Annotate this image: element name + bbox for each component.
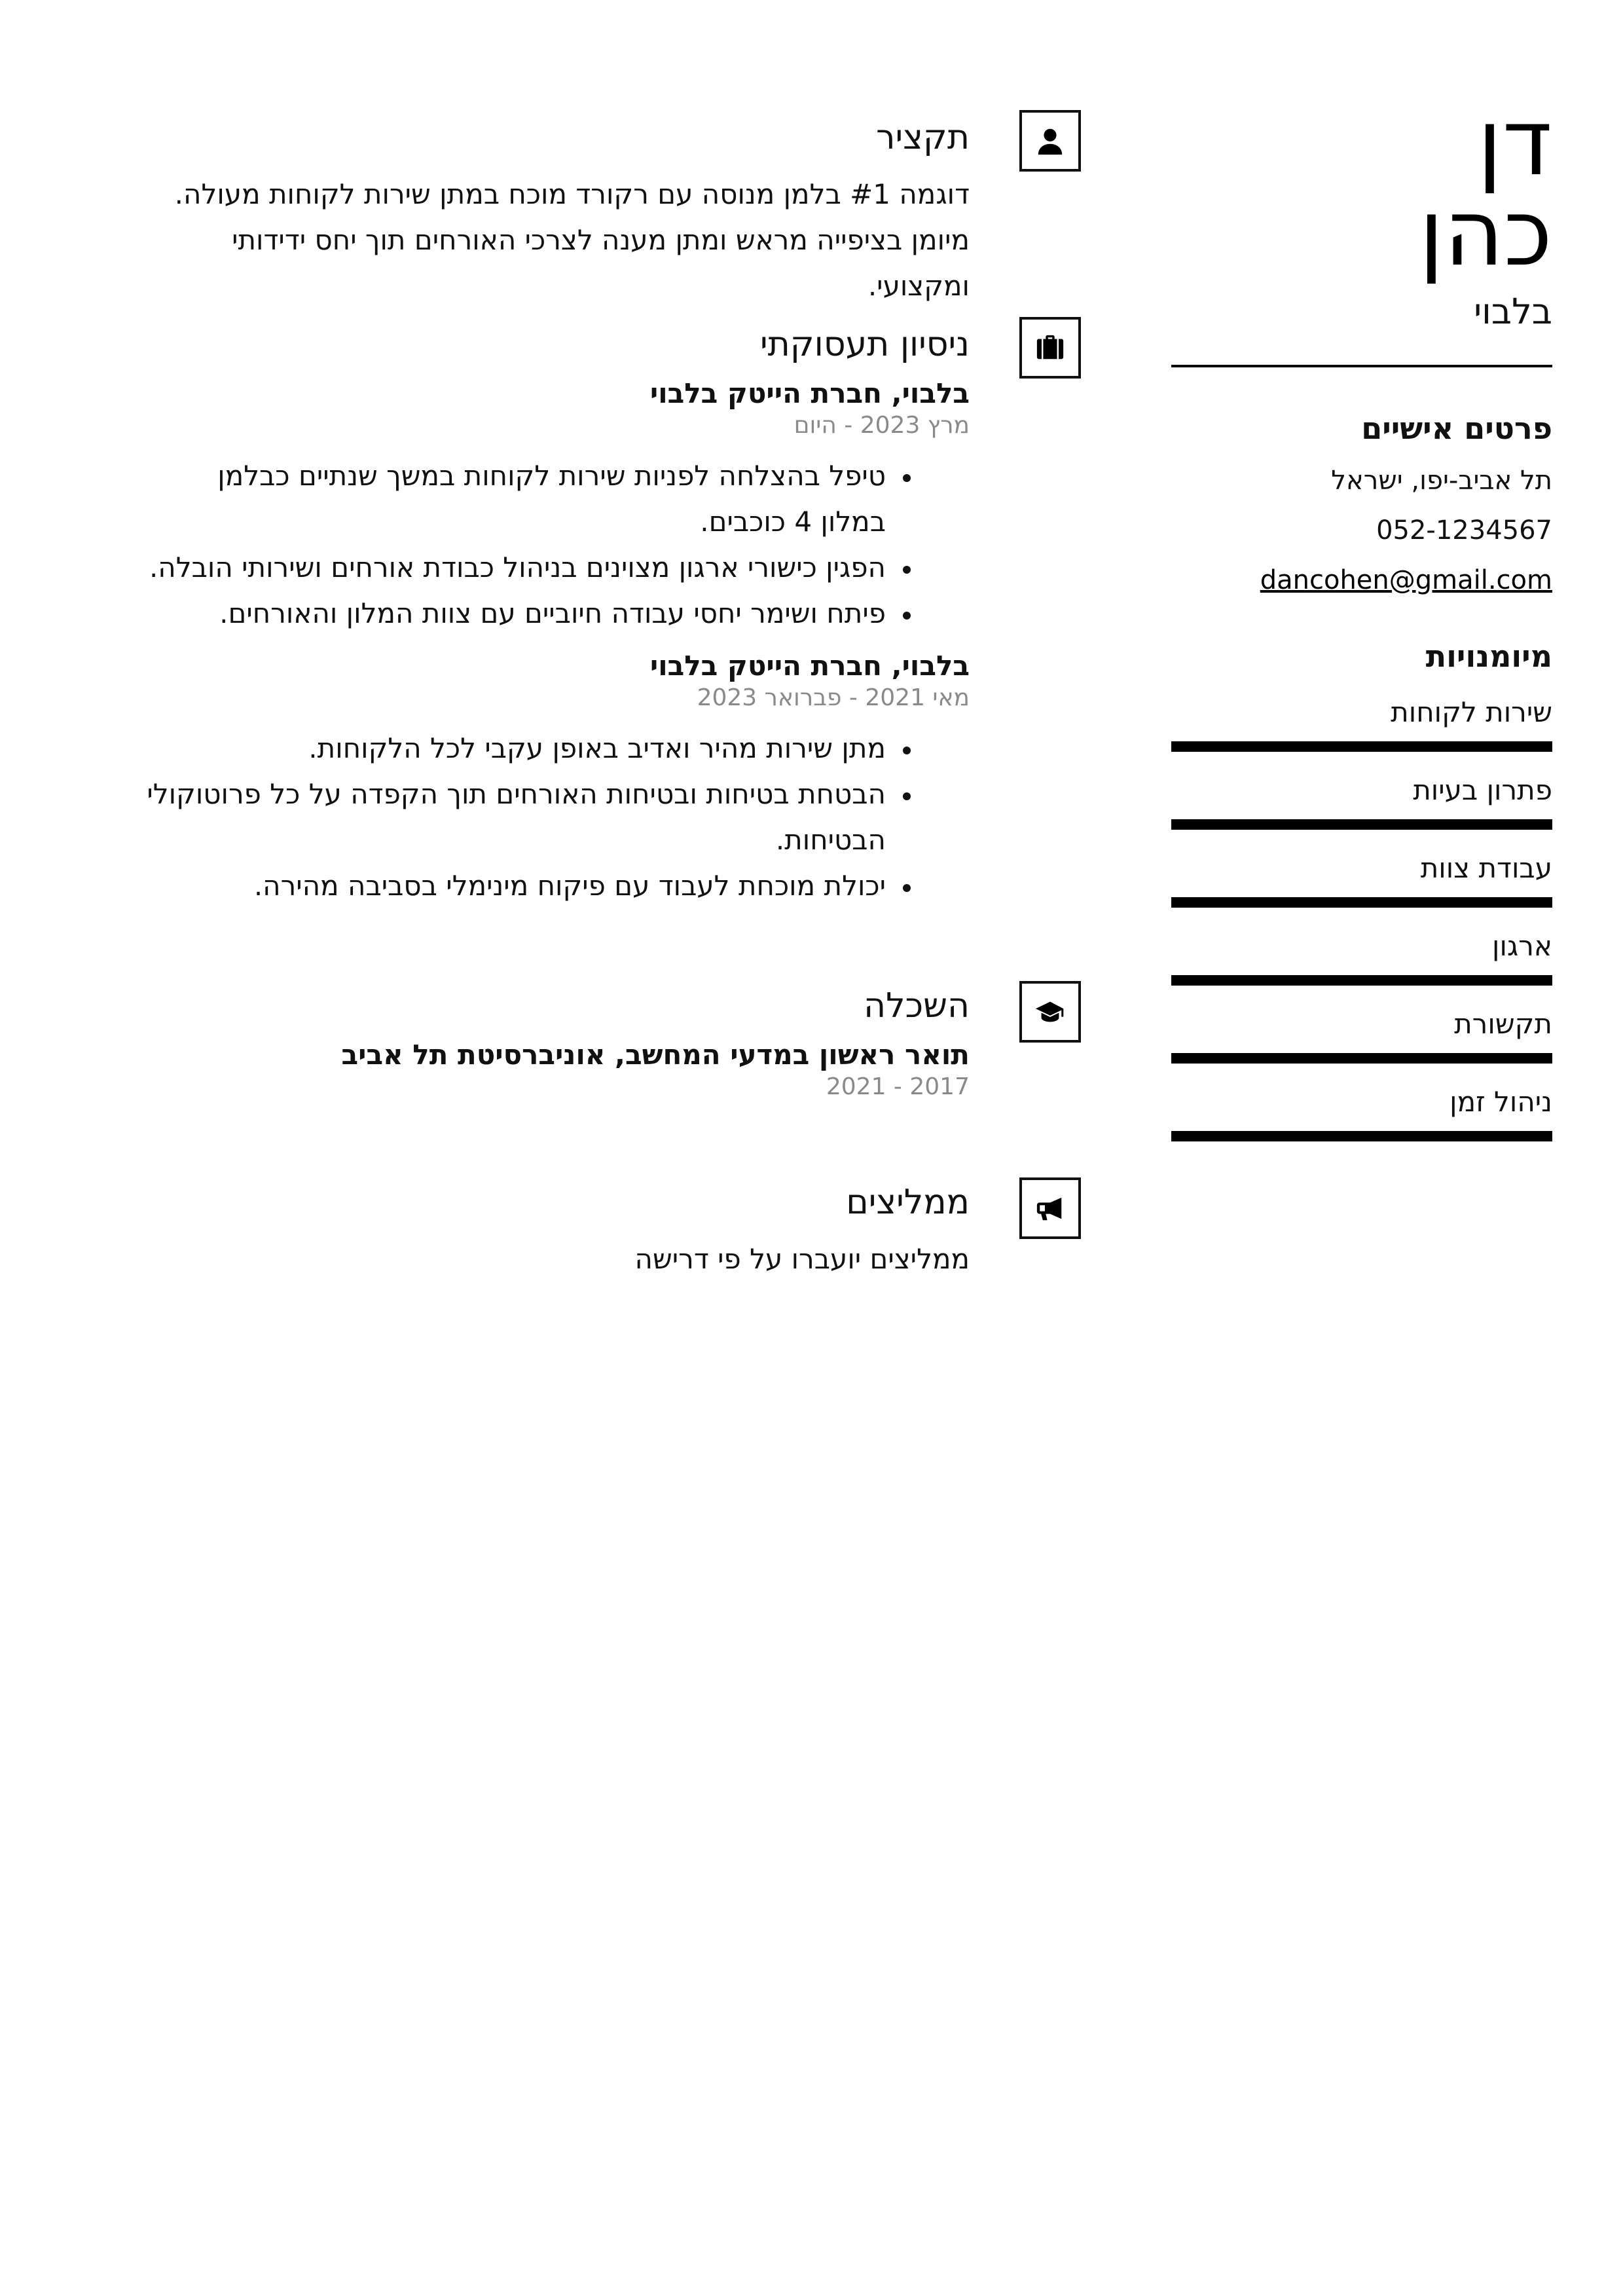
job-bullet: • פיתח ושימר יחסי עבודה חיוביים עם צוות המלון והאורחים. xyxy=(145,591,891,637)
person-icon xyxy=(1019,110,1081,172)
job-bullet: • הפגין כישורי ארגון מצוינים בניהול כבודת אורחים ושירותי הובלה. xyxy=(145,545,891,591)
skill-item xyxy=(1171,774,1552,830)
job-bullets xyxy=(145,726,970,909)
references-title: ממליצים xyxy=(846,1183,970,1222)
job-bullet: • הבטחת בטיחות ובטיחות האורחים תוך הקפדה על כל פרוטוקולי הבטיחות. xyxy=(145,771,891,863)
skill-level-bar xyxy=(1171,1053,1552,1064)
experience-title: ניסיון תעסוקתי xyxy=(759,325,970,364)
job-bullet: • מתן שירות מהיר ואדיב באופן עקבי לכל הלקוחות. xyxy=(145,726,891,771)
skills-heading: מיומנויות xyxy=(1425,639,1552,674)
skill-item xyxy=(1171,1008,1552,1064)
personal-details-heading: פרטים אישיים xyxy=(1361,411,1552,446)
email-row xyxy=(1171,565,1552,595)
degree-text: תואר ראשון במדעי המחשב, אוניברסיטת תל אביב xyxy=(341,1039,970,1071)
phone-text: 052-1234567 xyxy=(1376,515,1552,546)
skill-level-bar xyxy=(1171,975,1552,986)
summary-section xyxy=(145,118,970,309)
last-name: כהן xyxy=(1419,180,1552,287)
briefcase-icon xyxy=(1019,317,1081,379)
skill-level-bar xyxy=(1171,741,1552,752)
skill-level-bar xyxy=(1171,1131,1552,1141)
job-role: בלבוי, חברת הייטק בלבוי xyxy=(649,377,970,409)
experience-section xyxy=(145,325,970,909)
graduation-cap-icon xyxy=(1019,981,1081,1043)
email-link[interactable]: dancohen@gmail.com xyxy=(1260,565,1552,595)
education-title: השכלה xyxy=(864,986,970,1026)
megaphone-icon xyxy=(1019,1177,1081,1239)
skill-item xyxy=(1171,852,1552,908)
skill-level-bar xyxy=(1171,819,1552,830)
skill-label: תקשורת xyxy=(1454,1008,1552,1040)
references-text: ממליצים יועברו על פי דרישה xyxy=(634,1243,970,1275)
job-bullet: • טיפל בהצלחה לפניות שירות לקוחות במשך שנתיים כבלמן במלון 4 כוכבים. xyxy=(145,453,891,545)
sidebar xyxy=(1171,90,1552,1141)
job-bullets xyxy=(145,453,970,637)
job-dates: מרץ 2023 - היום xyxy=(793,412,970,439)
skill-item xyxy=(1171,1086,1552,1141)
job-title: בלבוי xyxy=(1474,291,1552,332)
job-entry xyxy=(145,377,970,637)
skill-item xyxy=(1171,696,1552,752)
job-bullet: • יכולת מוכחת לעבוד עם פיקוח מינימלי בסביבה מהירה. xyxy=(145,863,891,909)
skill-label: ארגון xyxy=(1492,930,1552,962)
header-divider xyxy=(1171,365,1552,367)
job-entry xyxy=(145,650,970,909)
job-dates: מאי 2021 - פברואר 2023 xyxy=(697,684,970,711)
skill-label: פתרון בעיות xyxy=(1413,774,1552,806)
job-role: בלבוי, חברת הייטק בלבוי xyxy=(649,650,970,682)
location-text: תל אביב-יפו, ישראל xyxy=(1331,466,1552,496)
skill-label: עבודת צוות xyxy=(1420,852,1552,884)
skills-list xyxy=(1171,696,1552,1141)
skill-label: שירות לקוחות xyxy=(1391,696,1552,728)
skill-item xyxy=(1171,930,1552,986)
first-name: דן xyxy=(1477,90,1552,196)
skill-label: ניהול זמן xyxy=(1450,1086,1552,1118)
education-section xyxy=(145,986,970,1100)
education-dates: 2017 - 2021 xyxy=(826,1073,970,1100)
summary-title: תקציר xyxy=(876,118,970,157)
skill-level-bar xyxy=(1171,897,1552,908)
references-section xyxy=(145,1183,970,1282)
summary-text: דוגמה #1 בלמן מנוסה עם רקורד מוכח במתן שירות לקוחות מעולה. מיומן בציפייה מראש ומתן מענה לצרכי האורחים תוך יחס ידידותי ומקצועי. xyxy=(174,178,970,302)
